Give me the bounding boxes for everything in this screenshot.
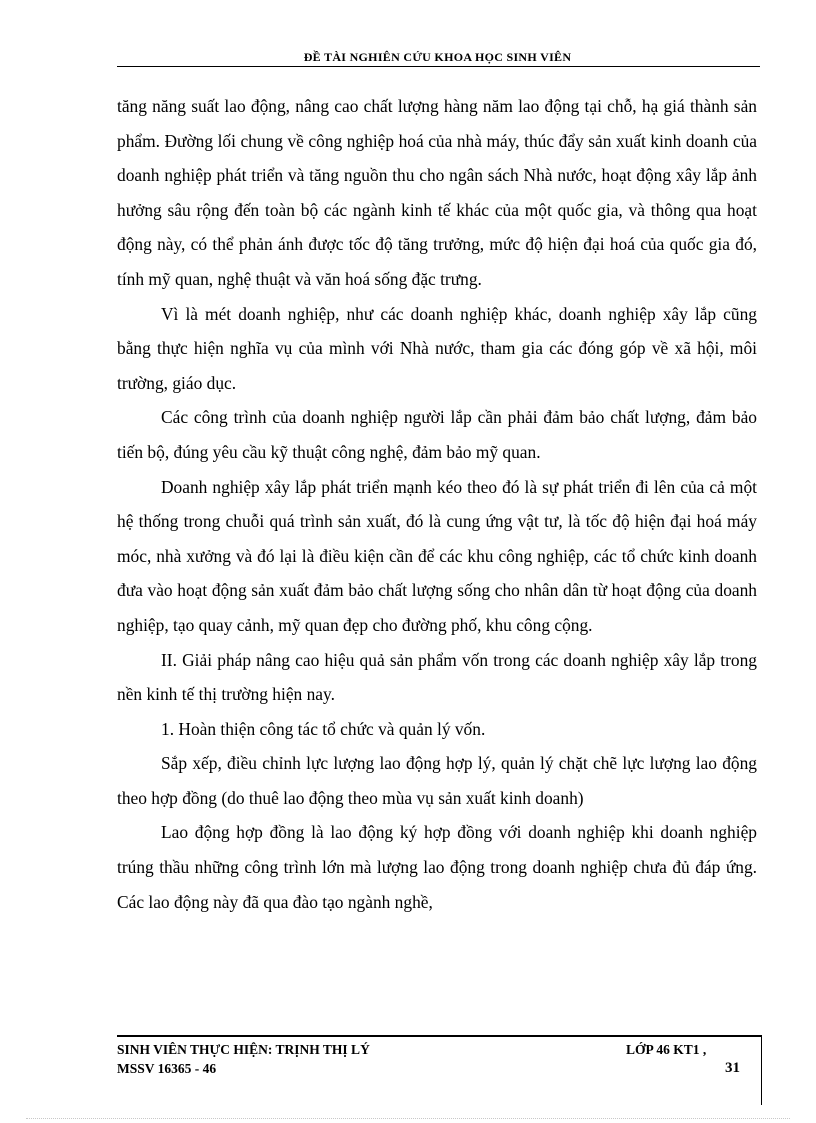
body-text [117,89,757,919]
paragraph: Sắp xếp, điều chỉnh lực lượng lao động hợp lý, quản lý chặt chẽ lực lượng lao động theo hợp đồng (do thuê lao động theo mùa vụ sản xuất kinh doanh) [117,753,757,808]
paragraph: Vì là mét doanh nghiệp, như các doanh nghiệp khác, doanh nghiệp xây lắp cũng bằng thực hiện nghĩa vụ của mình với Nhà nước, tham gia các đóng góp về xã hội, môi trường, giáo dục. [117,303,757,393]
page-bottom-dotted-line [26,1118,790,1119]
paragraph: Lao động hợp đồng là lao động ký hợp đồng với doanh nghiệp khi doanh nghiệp trúng thầu những công trình lớn mà lượng lao động trong doanh nghiệp chưa đủ đáp ứng. Các lao động này đã qua đào tạo ngành nghề, [117,822,757,912]
footer-class: LỚP 46 KT1 , [626,1042,707,1057]
header-divider [117,66,760,67]
paragraph: Các công trình của doanh nghiệp người lắp cần phải đảm bảo chất lượng, đảm bảo tiến bộ, đúng yêu cầu kỹ thuật công nghệ, đảm bảo mỹ quan. [117,407,757,462]
footer-student-name: SINH VIÊN THỰC HIỆN: TRỊNH THỊ LÝ [117,1042,370,1057]
paragraph: Doanh nghiệp xây lắp phát triển mạnh kéo theo đó là sự phát triển đi lên của cả một hệ thống trong chuỗi quá trình sản xuất, đó là cung ứng vật tư, là tốc độ hiện đại hoá máy móc, nhà xưởng và đó lại là điều kiện cần để các khu công nghiệp, các tổ chức kinh doanh đưa vào hoạt động sản xuất đảm bảo chất lượng sống cho nhân dân từ hoạt động của doanh nghiệp, tạo quay cảnh, mỹ quan đẹp cho đường phố, khu công cộng. [117,476,757,635]
footer-left [117,1040,370,1078]
footer-vertical-divider [761,1035,762,1105]
section-heading: II. Giải pháp nâng cao hiệu quả sản phẩm vốn trong các doanh nghiệp xây lắp trong nền kinh tế thị trường hiện nay. [117,649,757,705]
footer-right [626,1040,740,1078]
page-number: 31 [725,1060,740,1076]
subsection-heading: 1. Hoàn thiện công tác tổ chức và quản lý vốn. [161,718,486,739]
footer-student-id: MSSV 16365 - 46 [117,1061,217,1076]
page-header-title: ĐỀ TÀI NGHIÊN CỨU KHOA HỌC SINH VIÊN [303,50,572,64]
paragraph-continuation: tăng năng suất lao động, nâng cao chất lượng hàng năm lao động tại chỗ, hạ giá thành sản phẩm. Đường lối chung về công nghiệp hoá của nhà máy, thúc đẩy sản xuất kinh doanh của doanh nghiệp phát triển và tăng nguồn thu cho ngân sách Nhà nước, hoạt động xây lắp ảnh hưởng sâu rộng đến toàn bộ các ngành kinh tế khác của một quốc gia, và thông qua hoạt động này, có thể phản ánh được tốc độ tăng trưởng, mức độ hiện đại hoá của quốc gia đó, tính mỹ quan, nghệ thuật và văn hoá sống đặc trưng. [117,96,757,289]
footer-divider [117,1035,762,1037]
